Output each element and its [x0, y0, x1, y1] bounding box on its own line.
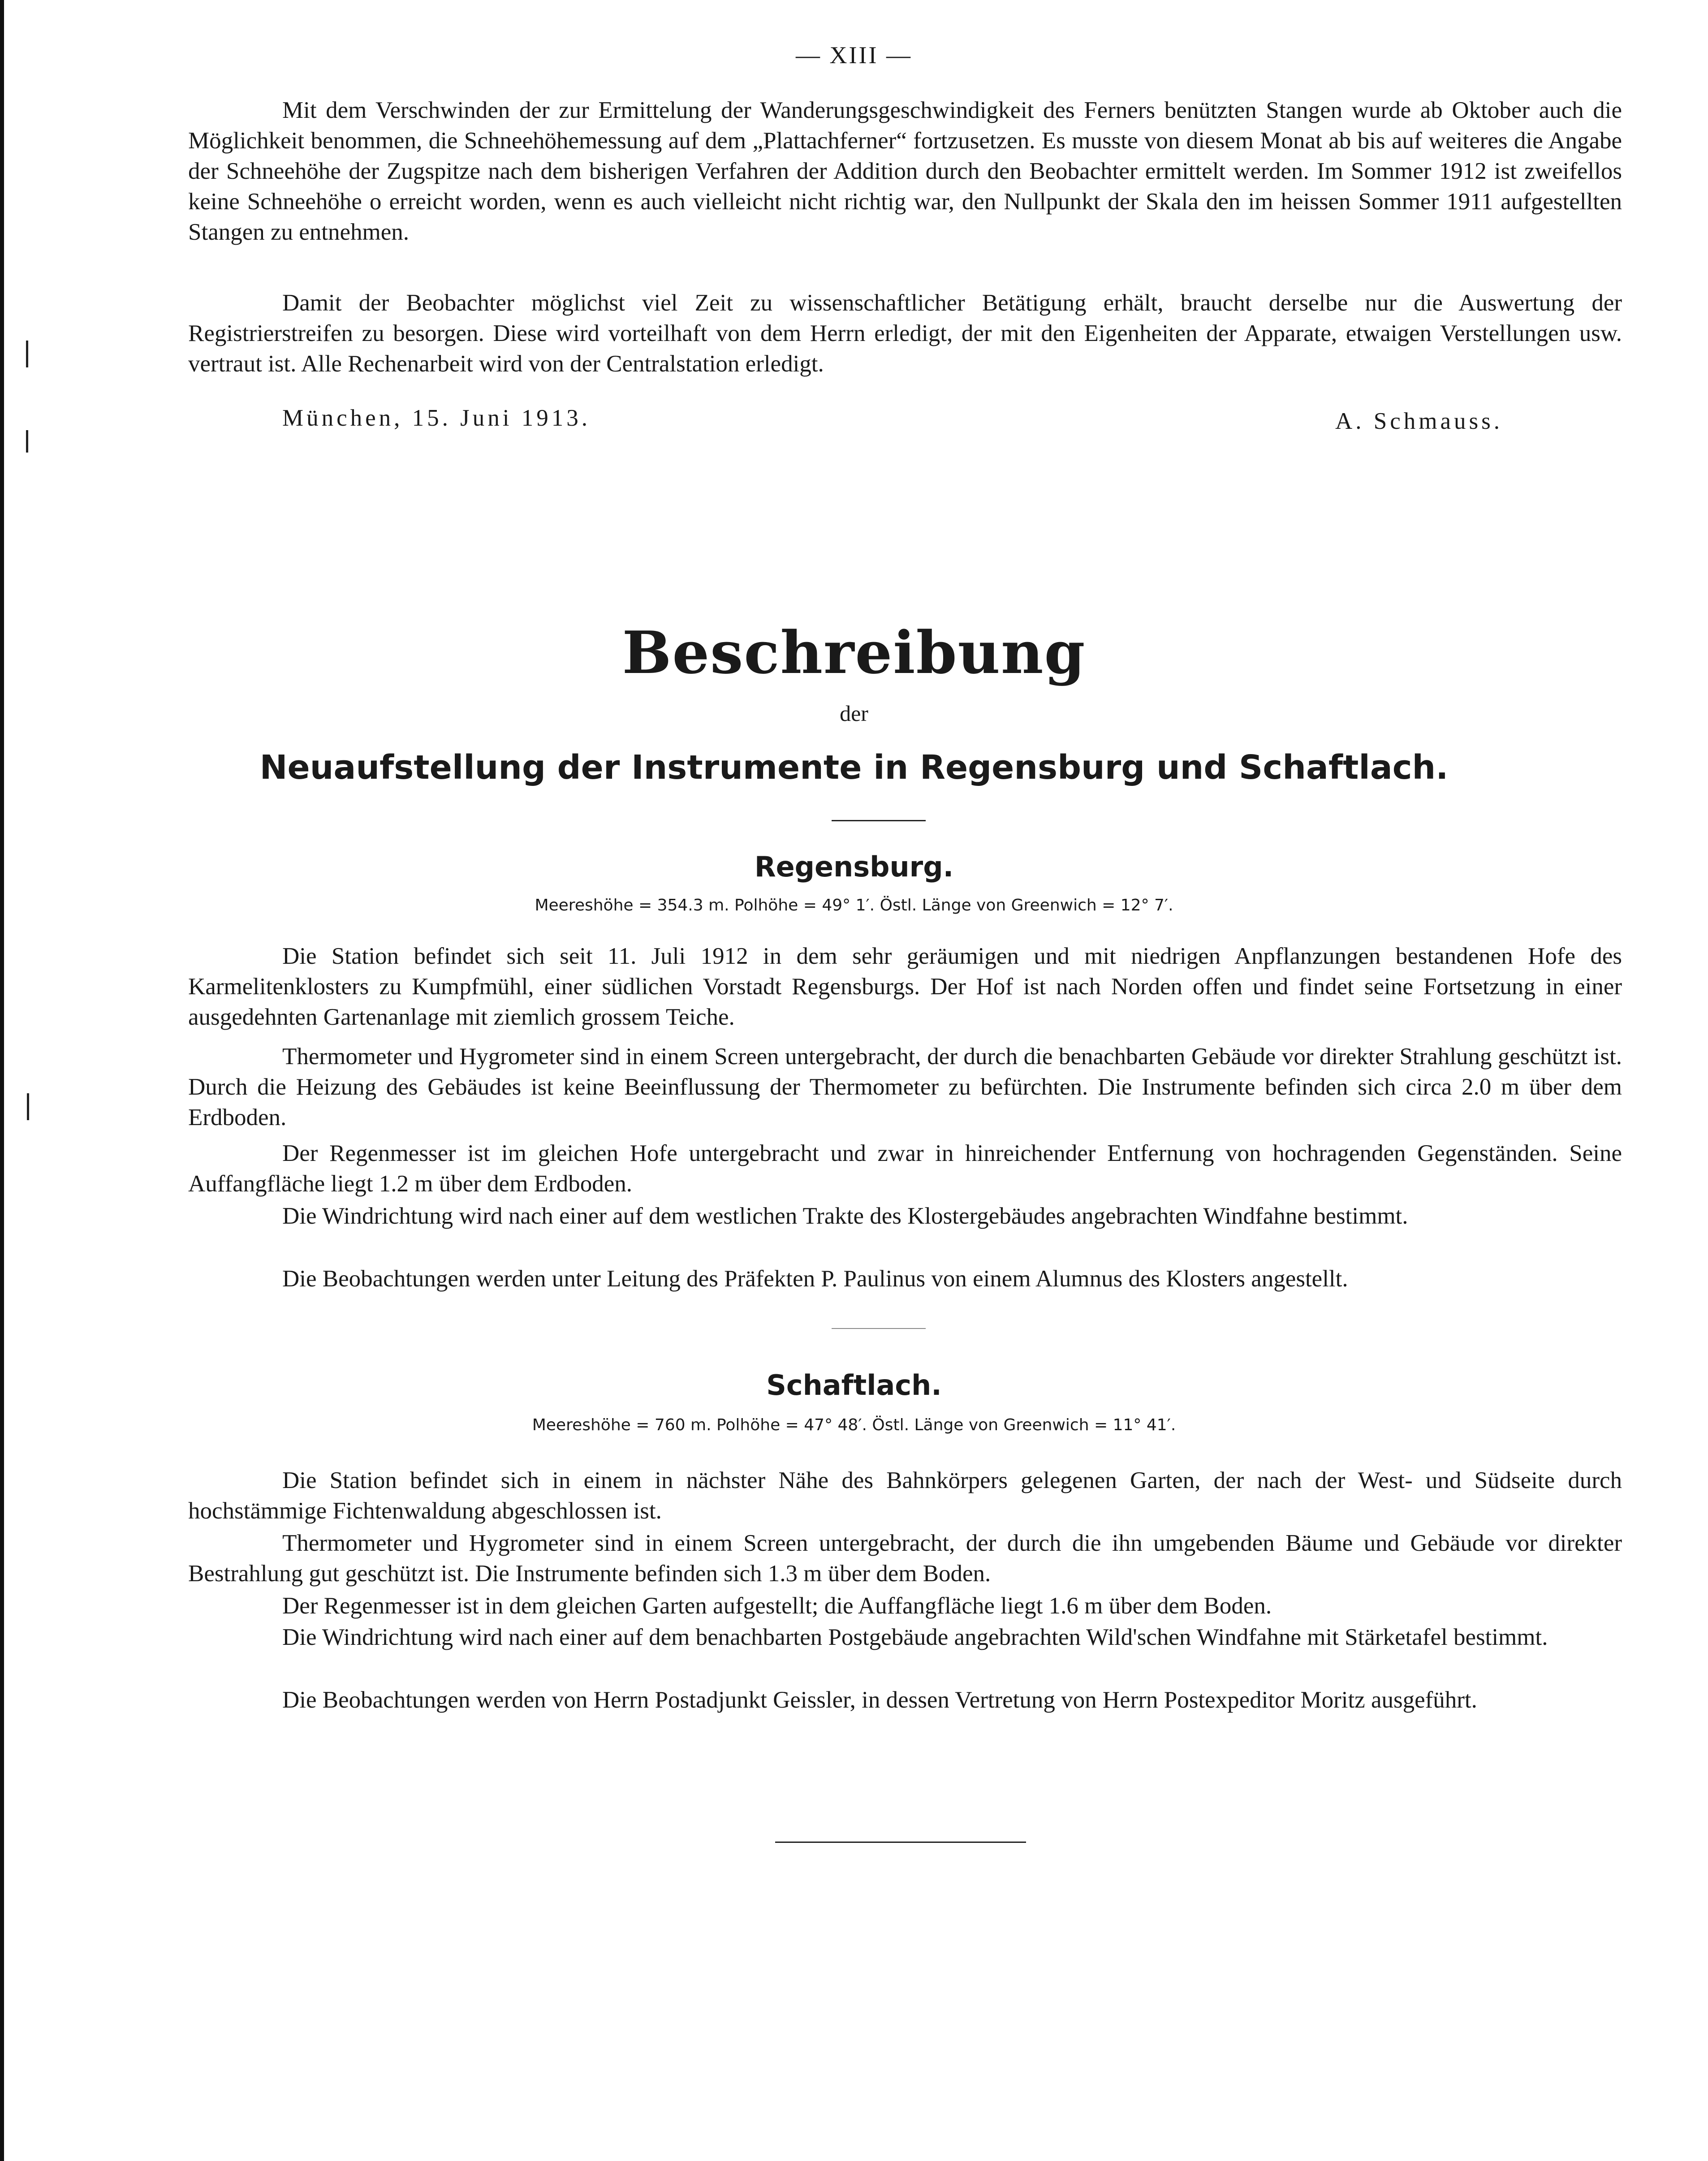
edge-mark	[26, 341, 28, 367]
station-title-schaftlach: Schaftlach.	[766, 1369, 942, 1402]
section-subtitle: Neuaufstellung der Instrumente in Regensburg und Schaftlach.	[259, 748, 1449, 787]
intro-paragraph: Damit der Beobachter möglichst viel Zeit zu wissenschaftlicher Betätigung erhält, braucht derselbe nur die Auswertung der Registrierstreifen zu besorgen. Diese wird vorteilhaft von dem Herrn erledigt, der mit den Eigenheiten der Apparate, etwaigen Verstellungen usw. vertraut ist. Alle Rechenarbeit wird von der Centralstation erledigt.	[188, 290, 1622, 377]
station-paragraph: Die Windrichtung wird nach einer auf dem westlichen Trakte des Klostergebäudes angebrachten Windfahne bestimmt.	[282, 1203, 1408, 1229]
scan-edge	[0, 0, 4, 2161]
station-title-regensburg: Regensburg.	[754, 850, 954, 883]
signature-author: A. Schmauss.	[1335, 408, 1503, 434]
station-meta-regensburg: Meereshöhe = 354.3 m. Polhöhe = 49° 1′. Östl. Länge von Greenwich = 12° 7′.	[535, 896, 1173, 914]
station-paragraph: Der Regenmesser ist in dem gleichen Garten aufgestellt; die Auffangfläche liegt 1.6 m über dem Boden.	[282, 1593, 1272, 1619]
station-paragraph: Thermometer und Hygrometer sind in einem Screen untergebracht, der durch die benachbarten Gebäude vor direkter Strahlung geschützt ist. Durch die Heizung des Gebäudes ist keine Beeinflussung der Thermometer zu befürchten. Die Instrumente befinden sich circa 2.0 m über dem Erdboden.	[188, 1044, 1622, 1130]
page-number: — XIII —	[796, 42, 912, 69]
end-rule	[775, 1842, 1026, 1843]
station-paragraph: Die Windrichtung wird nach einer auf dem benachbarten Postgebäude angebrachten Wild'schen Windfahne mit Stärketafel bestimmt.	[282, 1624, 1548, 1650]
edge-mark	[26, 430, 28, 453]
station-paragraph: Die Beobachtungen werden von Herrn Postadjunkt Geissler, in dessen Vertretung von Herrn Postexpeditor Moritz ausgeführt.	[282, 1687, 1477, 1713]
station-meta-schaftlach: Meereshöhe = 760 m. Polhöhe = 47° 48′. Östl. Länge von Greenwich = 11° 41′.	[532, 1416, 1176, 1434]
signature-place-date: München, 15. Juni 1913.	[282, 405, 591, 431]
edge-mark	[27, 1093, 29, 1120]
station-paragraph: Die Beobachtungen werden unter Leitung des Präfekten P. Paulinus von einem Alumnus des Klosters angestellt.	[282, 1266, 1348, 1292]
station-paragraph: Die Station befindet sich seit 11. Juli 1912 in dem sehr geräumigen und mit niedrigen Anpflanzungen bestandenen Hofe des Karmelitenklosters zu Kumpfmühl, einer südlichen Vorstadt Regensburgs. Der Hof ist nach Norden offen und findet seine Fortsetzung in einer ausgedehnten Gartenanlage mit ziemlich grossem Teiche.	[188, 943, 1622, 1030]
station-paragraph: Thermometer und Hygrometer sind in einem Screen untergebracht, der durch die ihn umgebenden Bäume und Gebäude vor direkter Bestrahlung gut geschützt ist. Die Instrumente befinden sich 1.3 m über dem Boden.	[188, 1530, 1622, 1587]
divider	[832, 1328, 926, 1329]
divider	[832, 820, 926, 821]
section-title: Beschreibung	[622, 618, 1086, 687]
intro-paragraph: Mit dem Verschwinden der zur Ermittelung der Wanderungsgeschwindigkeit des Ferners benützten Stangen wurde ab Oktober auch die Möglichkeit benommen, die Schneehöhemessung auf dem „Plattachferner“ fortzusetzen. Es musste von diesem Monat ab bis auf weiteres die Angabe der Schneehöhe der Zugspitze nach dem bisherigen Verfahren der Addition durch den Beobachter ermittelt werden. Im Sommer 1912 ist zweifellos keine Schneehöhe o erreicht worden, wenn es auch vielleicht nicht richtig war, den Nullpunkt der Skala den im heissen Sommer 1911 aufgestellten Stangen zu entnehmen.	[188, 97, 1622, 245]
section-connector: der	[840, 701, 868, 726]
station-paragraph: Die Station befindet sich in einem in nächster Nähe des Bahnkörpers gelegenen Garten, der nach der West- und Südseite durch hochstämmige Fichtenwaldung abgeschlossen ist.	[188, 1467, 1622, 1524]
station-paragraph: Der Regenmesser ist im gleichen Hofe untergebracht und zwar in hinreichender Entfernung von hochragenden Gegenständen. Seine Auffangfläche liegt 1.2 m über dem Erdboden.	[188, 1140, 1622, 1197]
